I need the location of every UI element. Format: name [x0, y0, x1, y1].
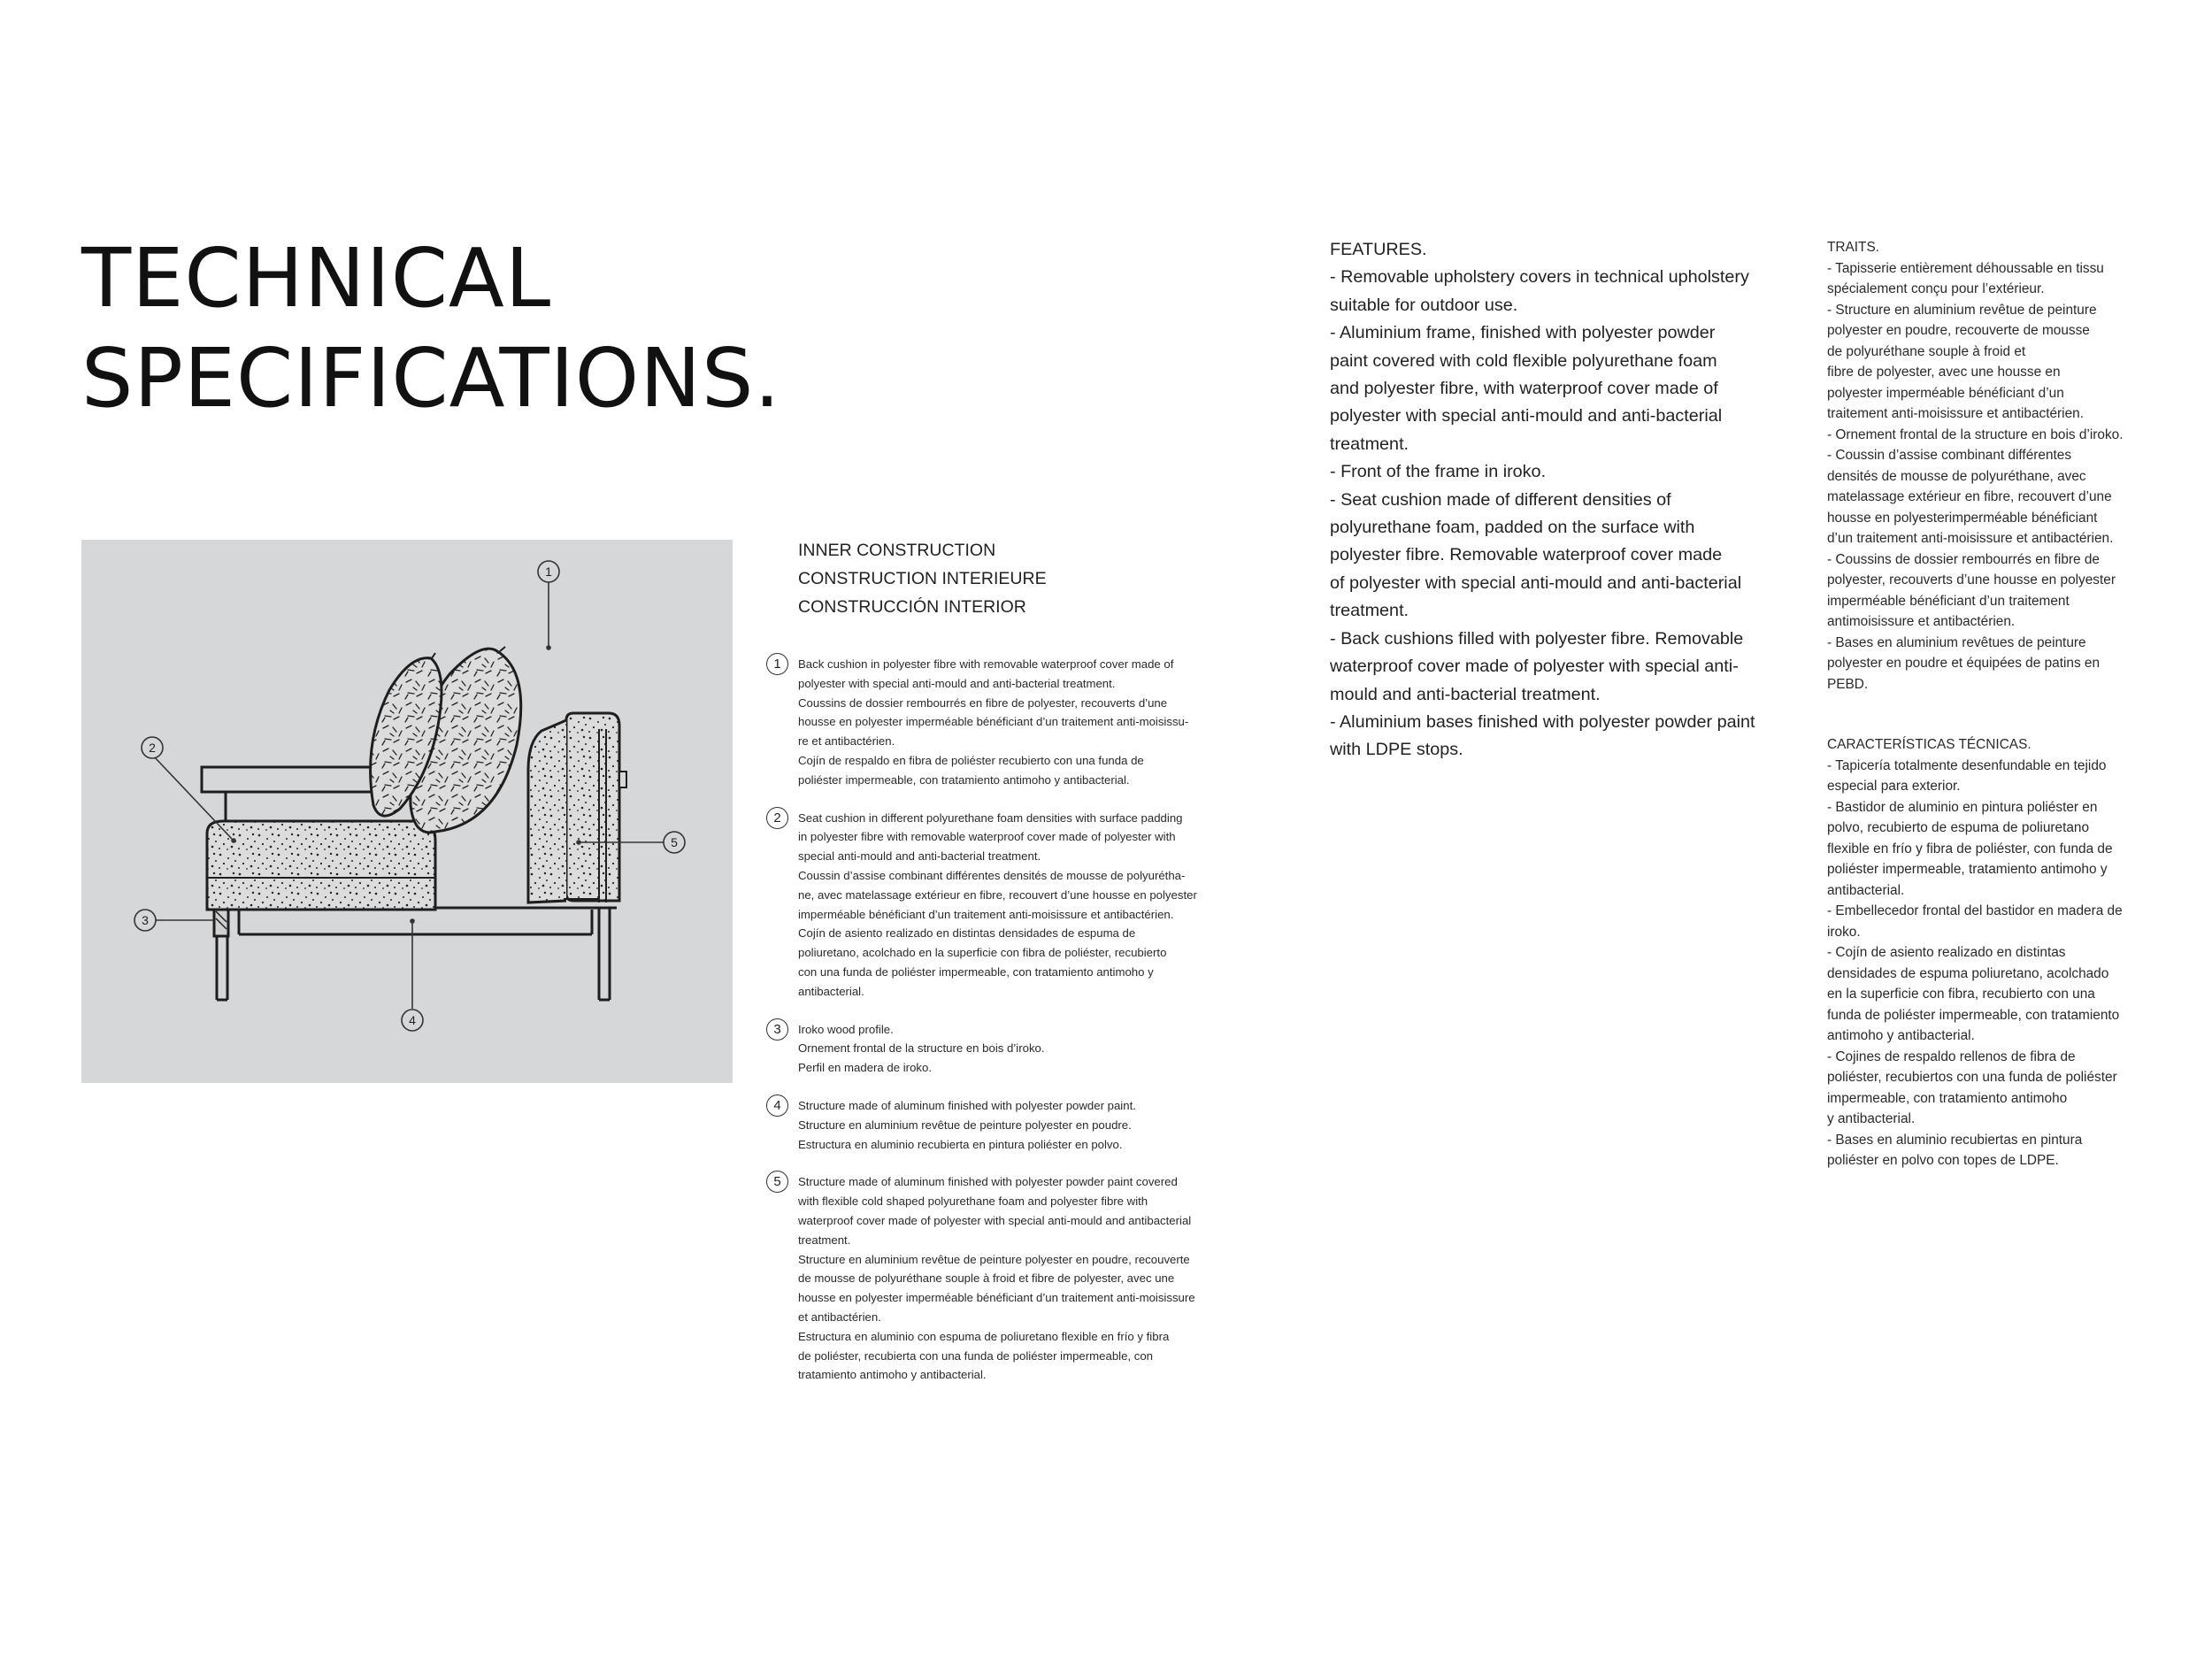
- inner-construction-list: [766, 655, 1226, 1403]
- callout-2-label: 2: [149, 741, 156, 755]
- caracteristicas-line: - Bastidor de aluminio en pintura poliéster en: [1827, 799, 2098, 815]
- traits-line: polyester, recouverts d’une housse en polyester: [1827, 572, 2116, 588]
- item-text-line: re et antibactérien.: [798, 734, 895, 749]
- item-text-line: Structure made of aluminum finished with polyester powder paint.: [798, 1098, 1136, 1112]
- traits-line: polyester en poudre, recouverte de mousse: [1827, 323, 2090, 338]
- page-title: [81, 228, 781, 428]
- caracteristicas-line: en la superficie con fibra, recubierto con una: [1827, 987, 2095, 1002]
- sofa-section-diagram: [81, 540, 733, 1083]
- traits-line: densités de mousse de polyuréthane, avec: [1827, 468, 2086, 484]
- traits-line: d’un traitement anti-moisissure et antibactérien.: [1827, 531, 2114, 546]
- features-line: - Front of the frame in iroko.: [1330, 462, 1547, 482]
- item-text-line: de poliéster, recubierta con una funda de poliéster impermeable, con: [798, 1348, 1154, 1363]
- traits-line: PEBD.: [1827, 676, 1869, 692]
- item-text-line: con una funda de poliéster impermeable, con tratamiento antimoho y: [798, 964, 1154, 979]
- item-text-line: Perfil en madera de iroko.: [798, 1061, 932, 1075]
- caracteristicas-es: [1827, 734, 2163, 1171]
- caracteristicas-line: - Bases en aluminio recubiertas en pintura: [1827, 1132, 2083, 1148]
- caracteristicas-line: - Embellecedor frontal del bastidor en madera de: [1827, 903, 2123, 918]
- traits-line: polyester imperméable bénéficiant d’un: [1827, 385, 2064, 401]
- caracteristicas-line: especial para exterior.: [1827, 779, 1961, 794]
- item-text-line: treatment.: [798, 1233, 851, 1247]
- item-text-line: Estructura en aluminio con espuma de poliuretano flexible en frío y fibra: [798, 1329, 1170, 1343]
- features-line: polyester fibre. Removable waterproof cover made: [1330, 545, 1723, 565]
- inner-construction-headings: [798, 536, 1170, 621]
- item-text-line: ne, avec matelassage extérieur en fibre, recouvert d’une housse en polyester: [798, 887, 1197, 902]
- caracteristicas-heading: CARACTERÍSTICAS TÉCNICAS.: [1827, 737, 2032, 752]
- item-number-badge: 2: [766, 807, 788, 829]
- features-line: - Aluminium frame, finished with polyester powder: [1330, 323, 1716, 343]
- caracteristicas-line: densidades de espuma poliuretano, acolchado: [1827, 965, 2109, 981]
- features-line: and polyester fibre, with waterproof cover made of: [1330, 379, 1718, 399]
- traits-line: traitement anti-moisissure et antibactérien.: [1827, 406, 2084, 421]
- item-text-line: Structure en aluminium revêtue de peinture polyester en poudre, recouverte: [798, 1252, 1190, 1266]
- caracteristicas-line: antibacterial.: [1827, 882, 1905, 898]
- traits-line: housse en polyesterimperméable bénéficiant: [1827, 510, 2098, 526]
- caracteristicas-line: flexible en frío y fibra de poliéster, con funda de: [1827, 841, 2113, 856]
- caracteristicas-line: funda de poliéster impermeable, con tratamiento: [1827, 1007, 2120, 1023]
- item-text-line: waterproof cover made of polyester with special anti-mould and antibacterial: [798, 1213, 1192, 1227]
- traits-line: spécialement conçu pour l’extérieur.: [1827, 281, 2045, 296]
- item-text-line: Cojín de asiento realizado en distintas densidades de espuma de: [798, 926, 1136, 941]
- callout-5-label: 5: [671, 835, 678, 849]
- callout-4: [402, 1010, 423, 1031]
- traits-line: imperméable bénéficiant d’un traitement: [1827, 593, 2070, 609]
- item-text-line: Structure en aluminium revêtue de peinture polyester en poudre.: [798, 1118, 1132, 1132]
- sofa-technical-drawing: [81, 540, 733, 1083]
- item-text-line: poliéster impermeable, con tratamiento antimoho y antibacterial.: [798, 772, 1130, 787]
- callout-4-label: 4: [409, 1013, 416, 1027]
- item-text-line: Cojín de respaldo en fibra de poliéster recubierto con una funda de: [798, 753, 1144, 767]
- heading-fr: CONSTRUCTION INTERIEURE: [798, 569, 1047, 588]
- features-line: - Back cushions filled with polyester fibre. Removable: [1330, 628, 1744, 649]
- features-line: - Seat cushion made of different densities of: [1330, 489, 1671, 510]
- item-text-line: Coussin d’assise combinant différentes densités de mousse de polyurétha-: [798, 868, 1186, 882]
- callout-3: [134, 910, 156, 931]
- caracteristicas-line: y antibacterial.: [1827, 1111, 1916, 1126]
- item-text-line: Seat cushion in different polyurethane foam densities with surface padding: [798, 810, 1183, 825]
- features-line: polyurethane foam, padded on the surface with: [1330, 518, 1695, 538]
- item-text-line: special anti-mould and anti-bacterial treatment.: [798, 849, 1041, 864]
- traits-fr: [1827, 237, 2163, 695]
- item-text-line: housse en polyester imperméable bénéficiant d’un traitement anti-moisissu-: [798, 715, 1189, 729]
- construction-item-1: [766, 655, 1226, 790]
- item-text-line: Back cushion in polyester fibre with removable waterproof cover made of: [798, 657, 1174, 671]
- title-line-1: TECHNICAL: [81, 231, 552, 326]
- item-text-line: Iroko wood profile.: [798, 1022, 894, 1036]
- item-number-badge: 1: [766, 653, 788, 675]
- features-line: mould and anti-bacterial treatment.: [1330, 684, 1601, 704]
- caracteristicas-line: poliéster, recubiertos con una funda de poliéster: [1827, 1070, 2117, 1085]
- features-line: paint covered with cold flexible polyurethane foam: [1330, 350, 1717, 371]
- item-text-line: polyester with special anti-mould and anti-bacterial treatment.: [798, 676, 1116, 690]
- item-text-line: imperméable bénéficiant d’un traitement anti-moisissure et antibactérien.: [798, 907, 1174, 921]
- features-line: waterproof cover made of polyester with special anti-: [1330, 657, 1739, 677]
- caracteristicas-line: polvo, recubierto de espuma de poliuretano: [1827, 820, 2090, 835]
- item-text-line: poliuretano, acolchado en la superficie con fibra de poliéster, recubierto: [798, 946, 1167, 960]
- features-heading: FEATURES.: [1330, 240, 1427, 259]
- heading-en: INNER CONSTRUCTION: [798, 541, 996, 560]
- item-text-line: with flexible cold shaped polyurethane foam and polyester fibre with: [798, 1194, 1148, 1209]
- caracteristicas-line: poliéster en polvo con topes de LDPE.: [1827, 1153, 2059, 1168]
- item-number-badge: 5: [766, 1171, 788, 1193]
- traits-line: polyester en poudre et équipées de patins en: [1827, 656, 2101, 671]
- features-line: - Removable upholstery covers in technical upholstery: [1330, 267, 1749, 288]
- item-text-line: antibacterial.: [798, 984, 864, 998]
- features-line: treatment.: [1330, 601, 1409, 621]
- item-text-line: Ornement frontal de la structure en bois d’iroko.: [798, 1041, 1045, 1056]
- traits-line: - Bases en aluminium revêtues de peinture: [1827, 634, 2086, 650]
- callout-1: [538, 561, 559, 582]
- traits-heading: TRAITS.: [1827, 240, 1879, 255]
- item-text-line: Coussins de dossier rembourrés en fibre de polyester, recouverts d’une: [798, 695, 1168, 710]
- caracteristicas-line: poliéster impermeable, tratamiento antimoho y: [1827, 862, 2108, 877]
- title-line-2: SPECIFICATIONS.: [81, 331, 781, 426]
- item-text-line: Estructura en aluminio recubierta en pintura poliéster en polvo.: [798, 1137, 1123, 1151]
- construction-item-5: [766, 1172, 1226, 1385]
- traits-line: - Structure en aluminium revêtue de peinture: [1827, 302, 2097, 318]
- item-text-line: housse en polyester imperméable bénéficiant d’un traitement anti-moisissure: [798, 1291, 1195, 1305]
- construction-item-3: [766, 1020, 1226, 1078]
- features-line: with LDPE stops.: [1330, 740, 1463, 760]
- item-text-line: de mousse de polyuréthane souple à froid et fibre de polyester, avec une: [798, 1271, 1175, 1286]
- item-text-line: Structure made of aluminum finished with polyester powder paint covered: [798, 1175, 1178, 1189]
- item-number-badge: 3: [766, 1018, 788, 1041]
- features-line: polyester with special anti-mould and anti-bacterial: [1330, 406, 1723, 426]
- item-text-line: et antibactérien.: [798, 1310, 881, 1324]
- caracteristicas-line: iroko.: [1827, 924, 1861, 940]
- traits-line: - Tapisserie entièrement déhoussable en tissu: [1827, 260, 2104, 276]
- caracteristicas-line: - Tapicería totalmente desenfundable en tejido: [1827, 757, 2107, 773]
- construction-item-4: [766, 1096, 1226, 1154]
- traits-line: - Coussin d’assise combinant différentes: [1827, 448, 2072, 463]
- features-line: suitable for outdoor use.: [1330, 295, 1518, 315]
- callout-1-label: 1: [545, 565, 552, 579]
- traits-line: matelassage extérieur en fibre, recouvert d’une: [1827, 489, 2112, 504]
- traits-line: - Coussins de dossier rembourrés en fibre de: [1827, 551, 2100, 567]
- traits-line: de polyuréthane souple à froid et: [1827, 343, 2026, 359]
- callout-3-label: 3: [142, 913, 149, 927]
- caracteristicas-line: impermeable, con tratamiento antimoho: [1827, 1090, 2068, 1106]
- caracteristicas-line: - Cojín de asiento realizado en distintas: [1827, 945, 2066, 960]
- traits-line: fibre de polyester, avec une housse en: [1827, 365, 2061, 380]
- caracteristicas-line: antimoho y antibacterial.: [1827, 1028, 1975, 1043]
- traits-line: antimoisissure et antibactérien.: [1827, 614, 2016, 629]
- features-line: treatment.: [1330, 434, 1409, 454]
- features-en: [1330, 236, 1781, 764]
- callout-2: [142, 737, 163, 758]
- features-line: - Aluminium bases finished with polyester powder paint: [1330, 711, 1755, 732]
- item-text-line: in polyester fibre with removable waterproof cover made of polyester with: [798, 830, 1176, 844]
- heading-es: CONSTRUCCIÓN INTERIOR: [798, 597, 1026, 617]
- callout-5: [664, 832, 685, 853]
- traits-line: - Ornement frontal de la structure en bois d’iroko.: [1827, 426, 2124, 442]
- item-text-line: tratamiento antimoho y antibacterial.: [798, 1368, 987, 1382]
- item-number-badge: 4: [766, 1094, 788, 1117]
- construction-item-2: [766, 809, 1226, 1002]
- caracteristicas-line: - Cojines de respaldo rellenos de fibra de: [1827, 1048, 2076, 1064]
- features-line: of polyester with special anti-mould and anti-bacterial: [1330, 572, 1742, 593]
